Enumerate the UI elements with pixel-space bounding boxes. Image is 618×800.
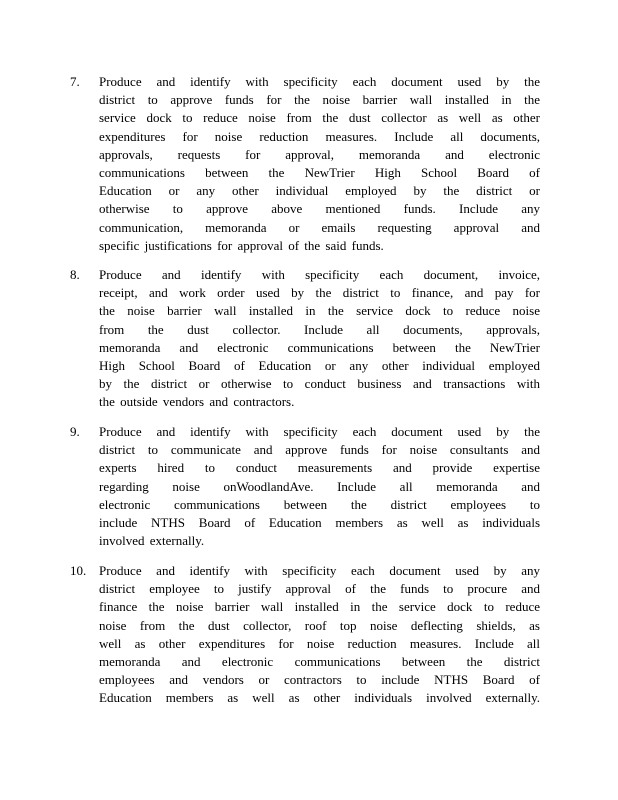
text-line: otherwise to approve above mentioned funds. Include any [99,201,540,217]
text-line: noise from the dust collector, roof top noise deflecting shields, as [99,617,540,633]
list-item-number: 10. [70,563,87,578]
list-item [70,423,540,550]
text-line: expenditures for noise reduction measures. Include all documents, [99,128,540,144]
list-item-number: 9. [70,424,80,439]
text-line: Produce and identify with specificity each document used by the [99,424,540,439]
text-line: electronic communications between the district employees to [99,496,540,512]
text-line: well as other expenditures for noise reduction measures. Include all [99,635,540,651]
list-item [70,562,540,708]
text-line: communications between the NewTrier High School Board of [99,165,540,181]
text-line: the outside vendors and contractors. [99,394,295,410]
text-line: Produce and identify with specificity each document used by the [99,74,540,89]
text-line: Education or any other individual employed by the district or [99,183,540,199]
list-item-text [99,423,540,550]
text-line: Produce and identify with specificity each document, invoice, [99,267,540,282]
text-line: regarding noise onWoodlandAve. Include all memoranda and [99,478,540,494]
text-line: involved externally. [99,533,205,549]
text-line: memoranda and electronic communications between the NewTrier [99,339,540,355]
text-line: employees and vendors or contractors to include NTHS Board of [99,672,540,688]
list-item-text [99,73,540,255]
text-line: High School Board of Education or any other individual employed [99,358,540,374]
text-line: Education members as well as other individuals involved externally. [99,690,540,706]
list-item-text [99,266,540,412]
text-line: district to approve funds for the noise barrier wall installed in the [99,92,540,108]
text-line: receipt, and work order used by the district to finance, and pay for [99,285,540,301]
text-line: finance the noise barrier wall installed in the service dock to reduce [99,599,540,615]
text-line: experts hired to conduct measurements and provide expertise [99,460,540,476]
list-item-text [99,562,540,708]
text-line: approvals, requests for approval, memoranda and electronic [99,146,540,162]
text-line: specific justifications for approval of the said funds. [99,237,384,253]
text-line: the noise barrier wall installed in the service dock to reduce noise [99,303,540,319]
text-line: communication, memoranda or emails requesting approval and [99,219,540,235]
text-line: Produce and identify with specificity each document used by any [99,563,540,578]
list-item [70,266,540,412]
text-line: service dock to reduce noise from the dust collector as well as other [99,110,540,126]
list-item-number: 8. [70,267,80,282]
list-item [70,73,540,255]
text-line: district to communicate and approve funds for noise consultants and [99,442,540,458]
text-line: by the district or otherwise to conduct business and transactions with [99,376,540,392]
text-line: include NTHS Board of Education members as well as individuals [99,515,540,531]
text-line: district employee to justify approval of the funds to procure and [99,581,540,597]
text-line: from the dust collector. Include all documents, approvals, [99,321,540,337]
text-line: memoranda and electronic communications between the district [99,654,540,670]
list-item-number: 7. [70,74,80,89]
